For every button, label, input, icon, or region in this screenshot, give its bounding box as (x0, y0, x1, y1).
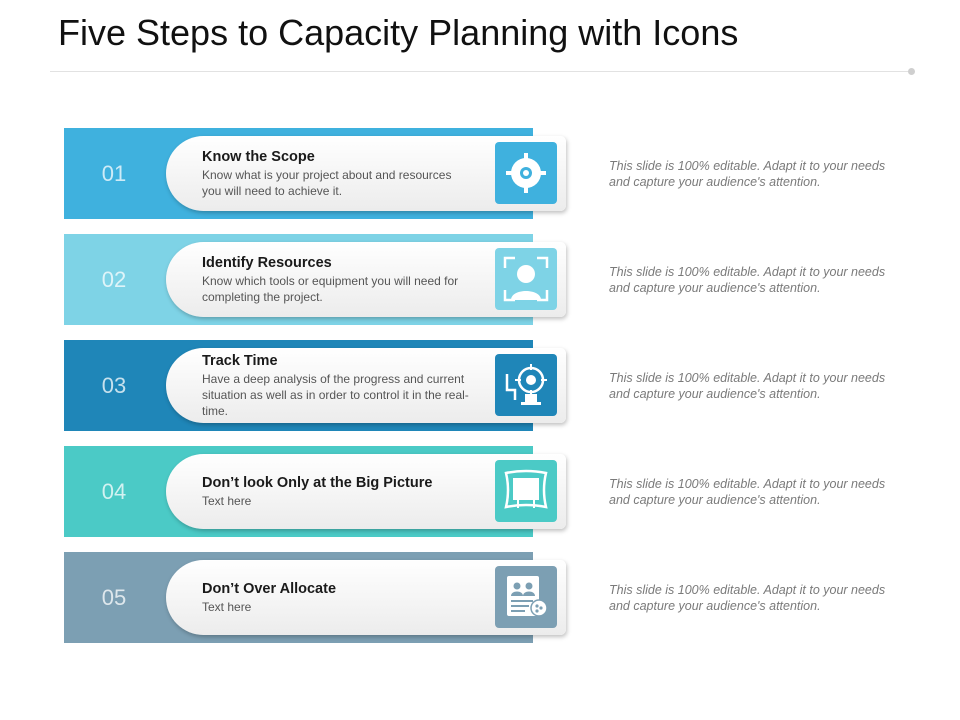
step-description: Text here (202, 493, 252, 508)
divider-end-dot (908, 68, 915, 75)
step-heading: Don’t look Only at the Big Picture (202, 474, 433, 491)
step-3 (64, 340, 944, 431)
step-number: 01 (101, 161, 127, 186)
step-4 (64, 446, 944, 537)
step-number: 03 (101, 373, 127, 398)
step-number: 04 (101, 479, 127, 504)
step-card (166, 348, 566, 423)
step-description: Text here (202, 599, 252, 614)
step-description: Have a deep analysis of the progress and current situation as well as in order to control it in the real-time. (202, 371, 469, 418)
step-number: 05 (101, 585, 127, 610)
page-title: Five Steps to Capacity Planning with Icons (58, 12, 739, 53)
step-note: This slide is 100% editable. Adapt it to your needs and capture your audience's attention. (609, 159, 886, 189)
step-note: This slide is 100% editable. Adapt it to your needs and capture your audience's attention. (609, 583, 886, 613)
step-card (166, 560, 566, 635)
picture-frame-icon (495, 460, 557, 522)
team-document-icon (495, 566, 557, 628)
step-card (166, 454, 566, 529)
step-card (166, 242, 566, 317)
target-icon (495, 142, 557, 204)
step-note: This slide is 100% editable. Adapt it to your needs and capture your audience's attention. (609, 371, 886, 401)
step-description: Know which tools or equipment you will need for completing the project. (202, 273, 459, 304)
step-2 (64, 234, 944, 325)
step-heading: Don’t Over Allocate (202, 580, 337, 597)
step-5 (64, 552, 944, 643)
step-heading: Identify Resources (202, 254, 332, 271)
step-note: This slide is 100% editable. Adapt it to your needs and capture your audience's attention. (609, 265, 886, 295)
step-card (166, 136, 566, 211)
crosshair-device-icon (495, 354, 557, 416)
step-description: Know what is your project about and resources you will need to achieve it. (202, 167, 452, 198)
step-note: This slide is 100% editable. Adapt it to your needs and capture your audience's attention. (609, 477, 886, 507)
step-number: 02 (101, 267, 127, 292)
face-scan-icon (495, 248, 557, 310)
title-divider (50, 71, 910, 72)
step-1 (64, 128, 944, 219)
step-heading: Track Time (202, 352, 278, 369)
step-heading: Know the Scope (202, 148, 315, 165)
